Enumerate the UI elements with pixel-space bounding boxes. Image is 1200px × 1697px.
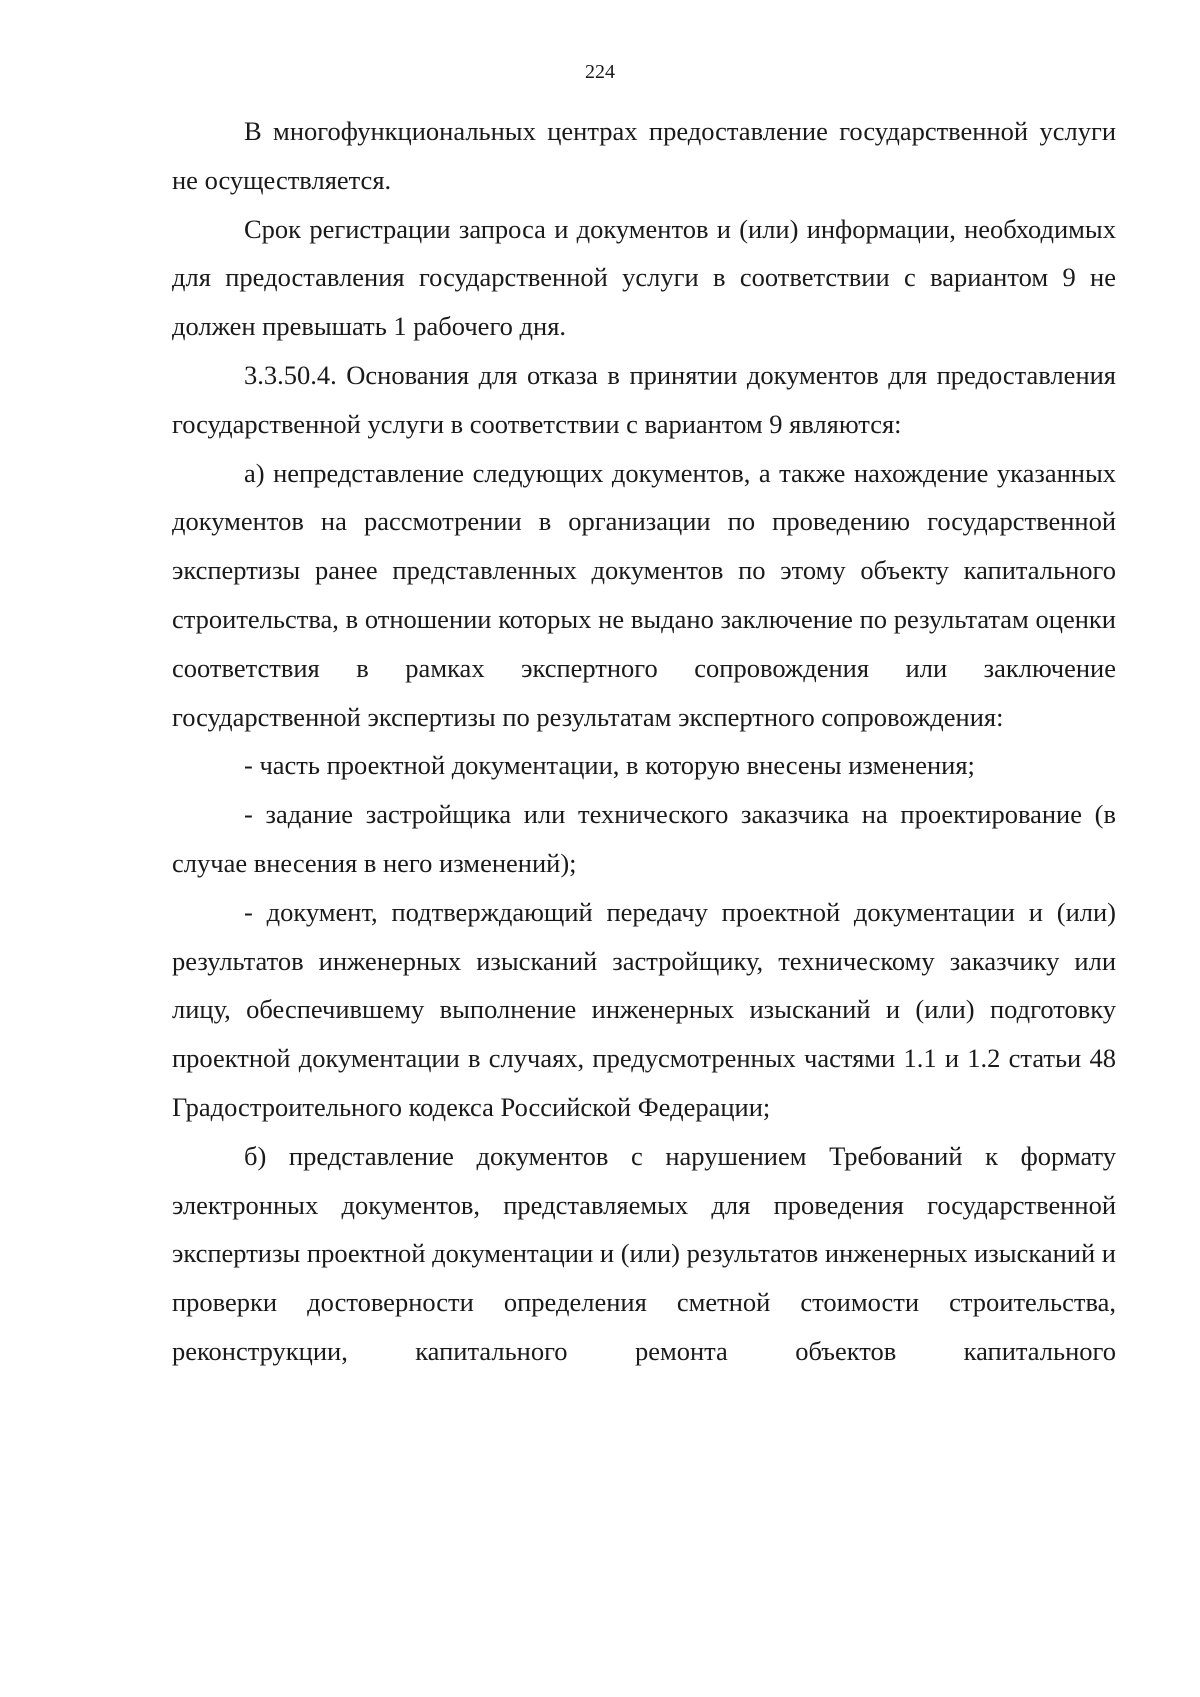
list-item-transfer-document: - документ, подтверждающий передачу проектной документации и (или) результатов инженерных изысканий застройщику, техническому заказчику или лицу, обеспечившему выполнение инженерных изысканий и (или) подготовку проектной документации в случаях, предусмотренных частями 1.1 и 1.2 статьи 48 Градостроительного кодекса Российской Федерации; (172, 896, 1116, 1122)
paragraph-item-b: б) представление документов с нарушением Требований к формату электронных документов, представляемых для проведения государственной экспертизы проектной документации и (или) результатов инженерных изысканий и проверки достоверности определения сметной стоимости строительства, реконструкции, капитального ремонта объектов капитального (172, 1140, 1116, 1366)
paragraph-registration-term: Срок регистрации запроса и документов и (или) информации, необходимых для предоставления государственной услуги в соответствии с вариантом 9 не должен превышать 1 рабочего дня. (172, 213, 1116, 342)
page-number: 224 (585, 61, 615, 83)
paragraph-item-a: а) непредставление следующих документов, а также нахождение указанных документов на рассмотрении в организации по проведению государственной экспертизы ранее представленных документов по этому объекту капитального строительства, в отношении которых не выдано заключение по результатам оценки соответствия в рамках экспертного сопровождения или заключение государственной экспертизы по результатам экспертного сопровождения: (172, 457, 1116, 732)
paragraph-mfc-note: В многофункциональных центрах предоставление государственной услуги не осуществляется. (172, 116, 1116, 195)
list-item-developer-assignment: - задание застройщика или технического заказчика на проектирование (в случае внесения в него изменений); (172, 799, 1116, 878)
paragraph-refusal-grounds-header: 3.3.50.4. Основания для отказа в принятии документов для предоставления государственной услуги в соответствии с вариантом 9 являются: (172, 359, 1116, 439)
document-body (172, 107, 1116, 1376)
list-item-project-documentation: - часть проектной документации, в которую внесены изменения; (244, 750, 975, 781)
